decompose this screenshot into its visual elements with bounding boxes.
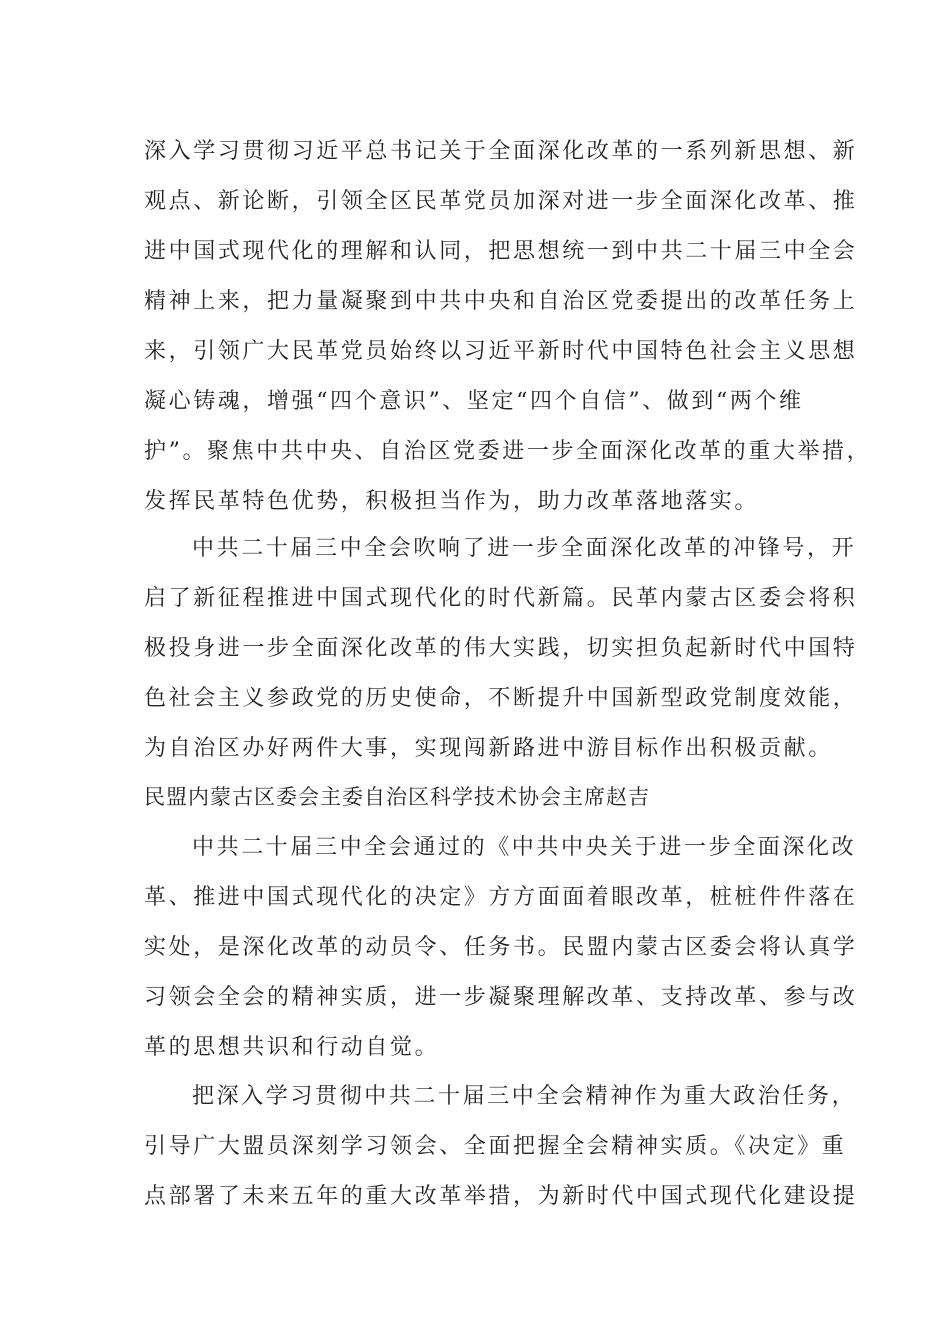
paragraph-line: 来，引领广大民革党员始终以习近平新时代中国特色社会主义思想 (144, 339, 858, 364)
paragraph-line: 凝心铸魂，增强“四个意识”、坚定“四个自信”、做到“两个维 (144, 389, 804, 414)
paragraph-line: 革、推进中国式现代化的决定》方方面面着眼改革，桩桩件件落在 (144, 885, 858, 910)
paragraph-4 (144, 1072, 858, 1222)
paragraph-line: 极投身进一步全面深化改革的伟大实践，切实担负起新时代中国特 (144, 636, 858, 661)
speaker-heading: 民盟内蒙古区委会主委自治区科学技术协会主席赵吉 (144, 785, 650, 809)
paragraph-line: 把深入学习贯彻中共二十届三中全会精神作为重大政治任务， (192, 1084, 857, 1109)
paragraph-line: 中共二十届三中全会吹响了进一步全面深化改革的冲锋号，开 (192, 536, 857, 561)
paragraph-2 (144, 524, 858, 774)
paragraph-3 (144, 823, 858, 1073)
paragraph-line: 引导广大盟员深刻学习领会、全面把握全会精神实质。《决定》重 (144, 1134, 847, 1159)
paragraph-line: 精神上来，把力量凝聚到中共中央和自治区党委提出的改革任务上 (144, 289, 858, 314)
paragraph-line: 实处，是深化改革的动员令、任务书。民盟内蒙古区委会将认真学 (144, 935, 858, 960)
paragraph-line: 为自治区办好两件大事，实现闯新路进中游目标作出积极贡献。 (144, 736, 833, 761)
paragraph-line: 革的思想共识和行动自觉。 (144, 1035, 440, 1060)
speaker-heading-block (144, 772, 820, 822)
paragraph-line: 深入学习贯彻习近平总书记关于全面深化改革的一系列新思想、新 (144, 139, 858, 164)
paragraph-1 (144, 127, 872, 527)
paragraph-line: 习领会全会的精神实质，进一步凝聚理解改革、支持改革、参与改 (144, 985, 858, 1010)
paragraph-line: 进中国式现代化的理解和认同，把思想统一到中共二十届三中全会 (144, 239, 858, 264)
paragraph-line: 护”。聚焦中共中央、自治区党委进一步全面深化改革的重大举措， (144, 439, 872, 464)
paragraph-line: 发挥民革特色优势，积极担当作为，助力改革落地落实。 (144, 489, 760, 514)
paragraph-line: 色社会主义参政党的历史使命，不断提升中国新型政党制度效能， (144, 686, 858, 711)
paragraph-line: 中共二十届三中全会通过的《中共中央关于进一步全面深化改 (192, 835, 857, 860)
paragraph-line: 点部署了未来五年的重大改革举措，为新时代中国式现代化建设提 (144, 1184, 858, 1209)
paragraph-line: 观点、新论断，引领全区民革党员加深对进一步全面深化改革、推 (144, 189, 858, 214)
paragraph-line: 启了新征程推进中国式现代化的时代新篇。民革内蒙古区委会将积 (144, 586, 858, 611)
